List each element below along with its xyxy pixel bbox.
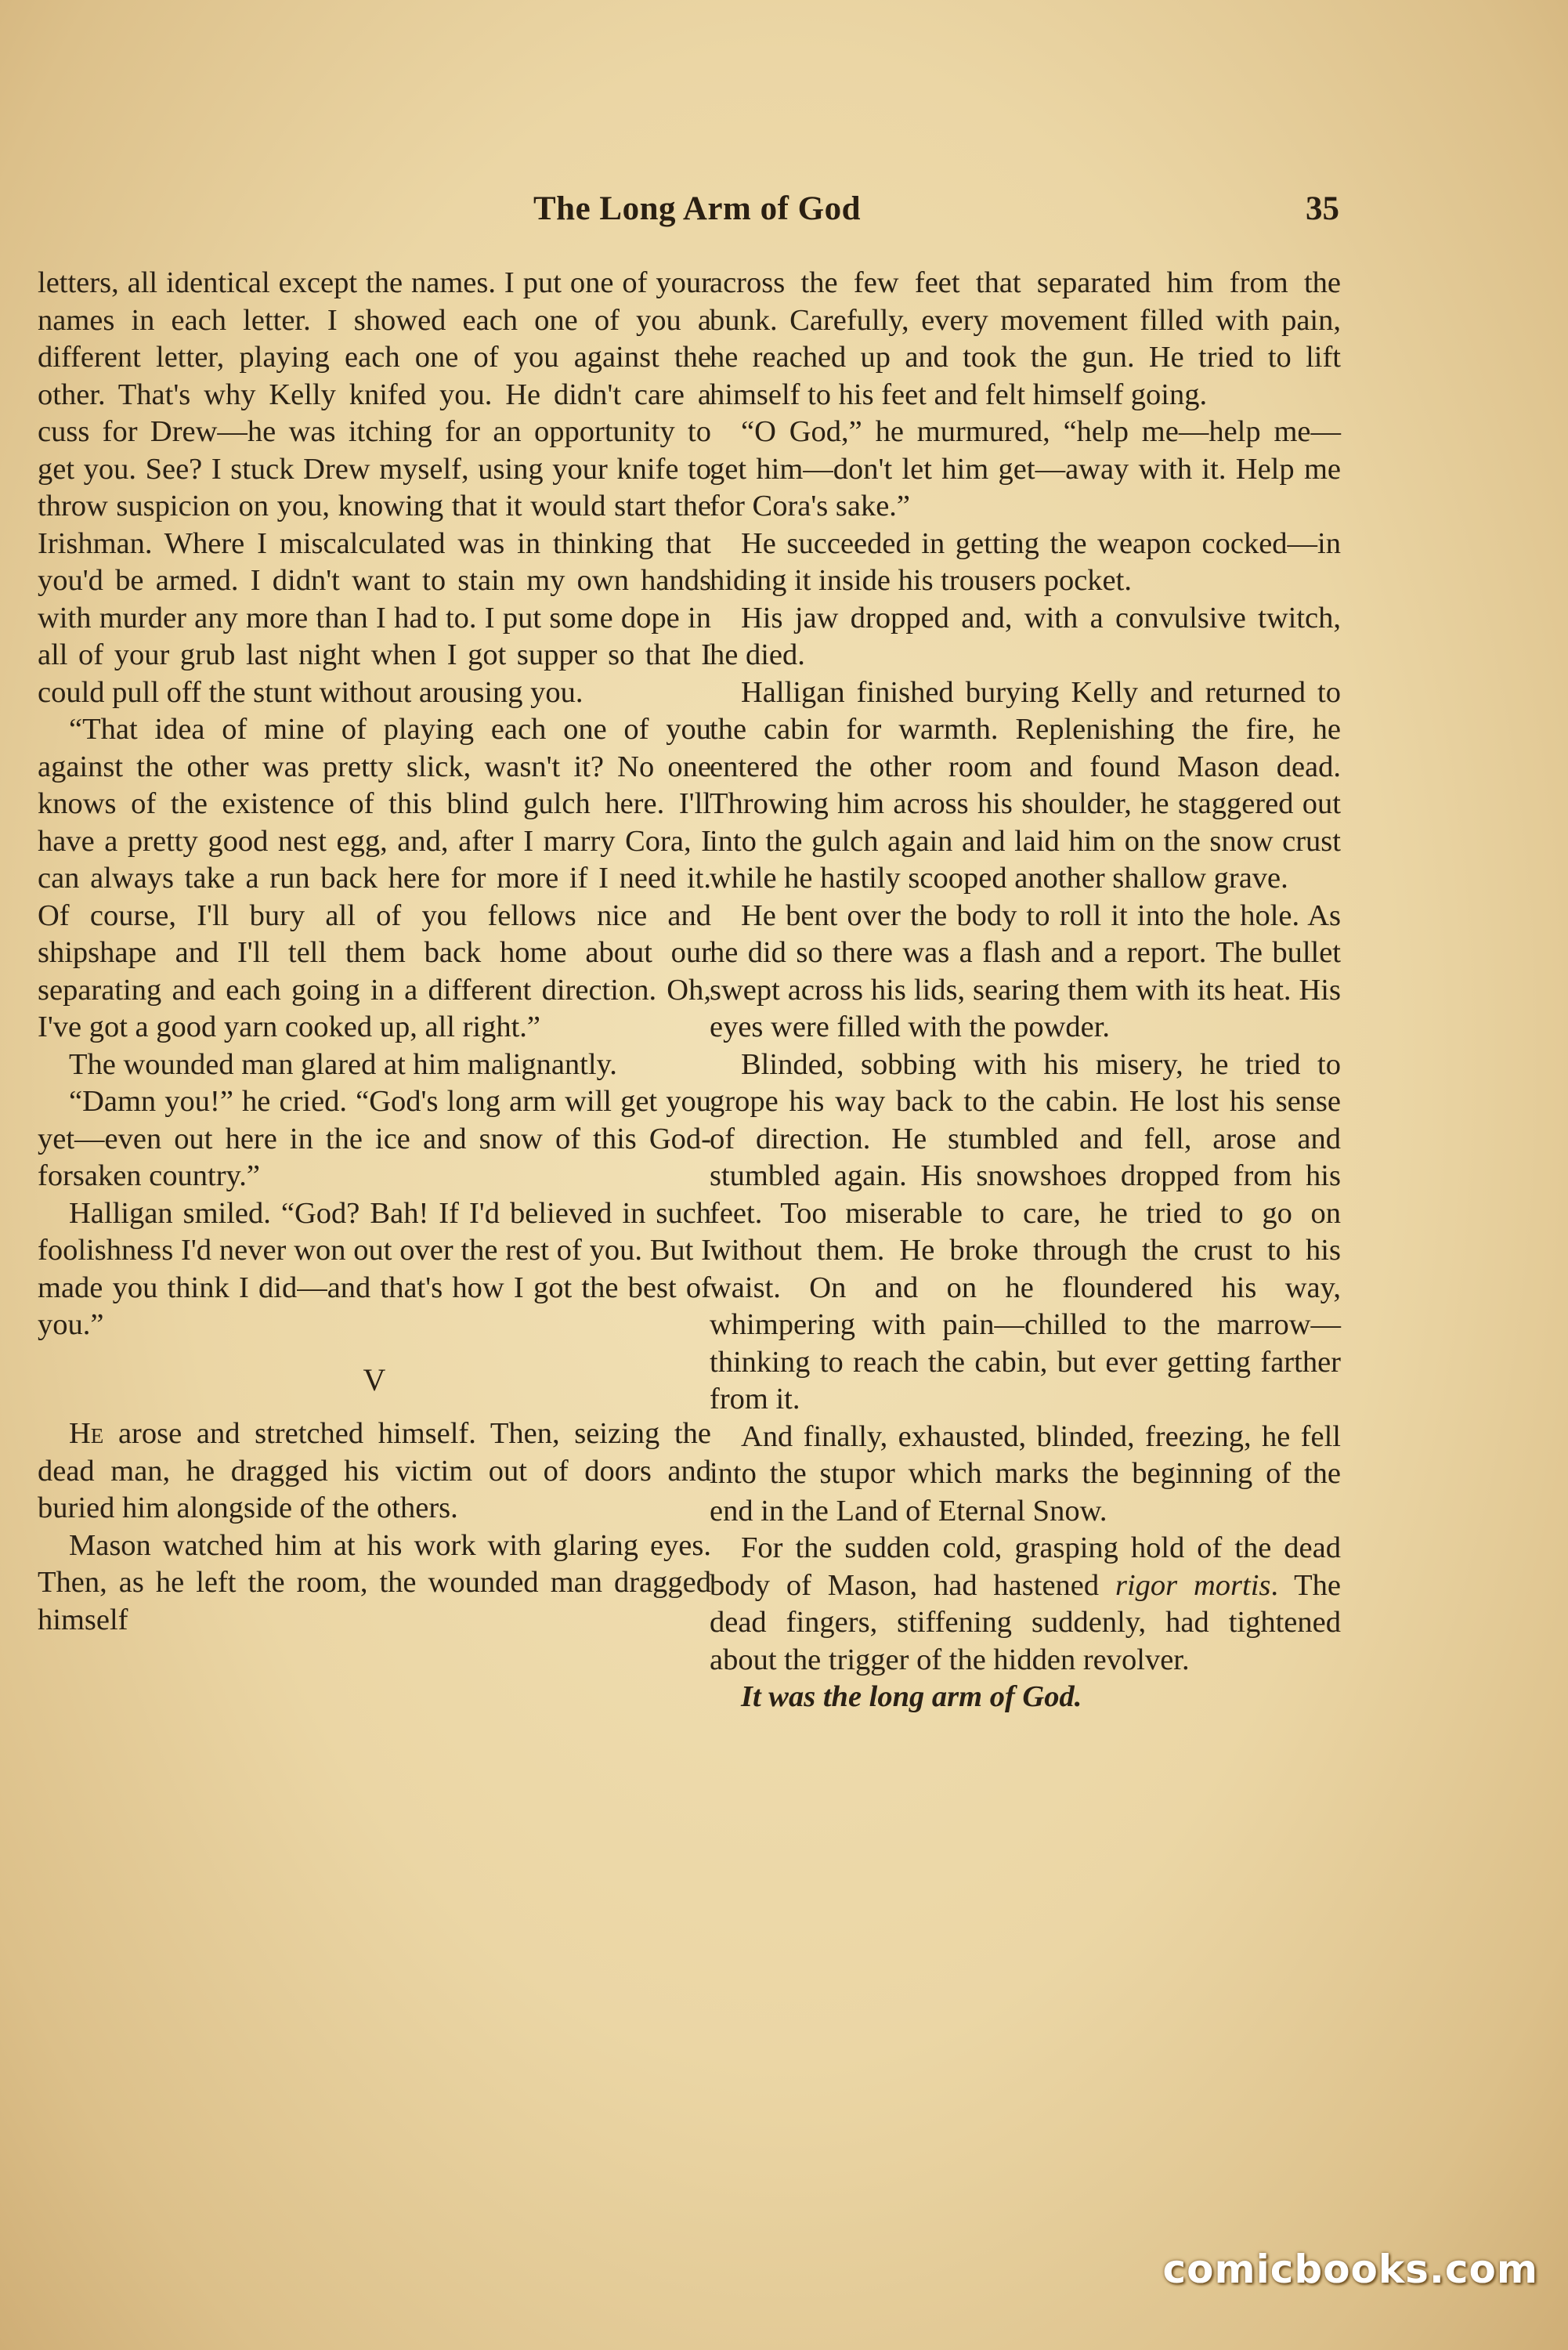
rigor-after: . The dead fingers, stiffening suddenly, had tightened about the trigger of the hidden revolver. — [710, 1568, 1342, 1676]
section-opening-paragraph — [38, 1415, 711, 1528]
site-watermark: comicbooks.com — [1162, 2247, 1538, 2292]
section-lead-word: He — [69, 1417, 104, 1450]
right-column — [710, 265, 1341, 1716]
section-numeral: V — [363, 1361, 386, 1397]
section-opening-text: arose and stretched himself. Then, seizing the dead man, he dragged his victim out of doors and buried him alongside of the others. — [38, 1417, 711, 1524]
paragraph: He succeeded in getting the weapon cocked—in hiding it inside his trousers pocket. — [710, 526, 1341, 597]
rigor-paragraph — [710, 1530, 1341, 1679]
running-header — [470, 190, 1339, 237]
paragraph: He bent over the body to roll it into the hole. As he did so there was a flash and a report. The bullet swept across his lids, searing them with its heat. His eyes were filled with the powder. — [710, 898, 1341, 1043]
paragraph: Halligan smiled. “God? Bah! If I'd believed in such foolishness I'd never won out over the rest of you. But I made you think I did—and that's how I got the best of you.” — [38, 1196, 711, 1341]
paragraph: The wounded man glared at him malignantly. — [69, 1047, 617, 1081]
paragraph: Mason watched him at his work with glaring eyes. Then, as he left the room, the wounded man dragged himself — [38, 1528, 711, 1636]
running-title: The Long Arm of God — [533, 190, 862, 227]
paragraph: Halligan finished burying Kelly and returned to the cabin for warmth. Replenishing the fire, he entered the other room and found Mason dead. Throwing him across his shoulder, he staggered out into the gulch again and laid him on the snow crust while he hastily scooped another shallow grave. — [710, 675, 1341, 895]
paragraph: His jaw dropped and, with a convulsive twitch, he died. — [710, 601, 1341, 671]
rigor-italic: rigor mortis — [1115, 1568, 1271, 1602]
closing-line: It was the long arm of God. — [741, 1680, 1082, 1713]
paragraph: letters, all identical except the names. I put one of your names in each letter. I showed each one of you a different letter, playing each one of you against the other. That's why Kelly knifed you. He didn't care a cuss for Drew—he was itching for an opportunity to get you. See? I stuck Drew myself, using your knife to throw suspicion on you, knowing that it would start the Irishman. Where I miscalculated was in thinking that you'd be armed. I didn't want to stain my own hands with murder any more than I had to. I put some dope in all of your grub last night when I got supper so that I could pull off the stunt without arousing you. — [38, 266, 711, 709]
paragraph: And finally, exhausted, blinded, freezing, he fell into the stupor which marks the beginning of the end in the Land of Eternal Snow. — [710, 1419, 1341, 1528]
paragraph: across the few feet that separated him from the bunk. Carefully, every movement filled with pain, he reached up and took the gun. He tried to lift himself to his feet and felt himself going. — [710, 266, 1341, 411]
left-column — [38, 265, 711, 1639]
page-number: 35 — [1306, 190, 1339, 227]
paragraph: “That idea of mine of playing each one of you against the other was pretty slick, wasn't it? No one knows of the existence of this blind gulch here. I'll have a pretty good nest egg, and, after I marry Cora, I can always take a run back here for more if I need it. Of course, I'll bury all of you fellows nice and shipshape and I'll tell them back home about our separating and each going in a different direction. Oh, I've got a good yarn cooked up, all right.” — [38, 713, 711, 1043]
paragraph: “Damn you!” he cried. “God's long arm will get you yet—even out here in the ice and snow of this God-forsaken country.” — [38, 1085, 711, 1192]
rigor-before: For the sudden cold, grasping hold of the dead body of Mason, had hastened — [710, 1531, 1341, 1602]
paragraph: Blinded, sobbing with his misery, he tried to grope his way back to the cabin. He lost his sense of direction. He stumbled and fell, arose and stumbled again. His snowshoes dropped from his feet. Too miserable to care, he tried to go on without them. He broke through the crust to his waist. On and on he floundered his way, whimpering with pain—chilled to the marrow—thinking to reach the cabin, but ever getting farther from it. — [710, 1047, 1341, 1415]
paragraph: “O God,” he murmured, “help me—help me—get him—don't let him get—away with it. Help me for Cora's sake.” — [710, 415, 1341, 522]
